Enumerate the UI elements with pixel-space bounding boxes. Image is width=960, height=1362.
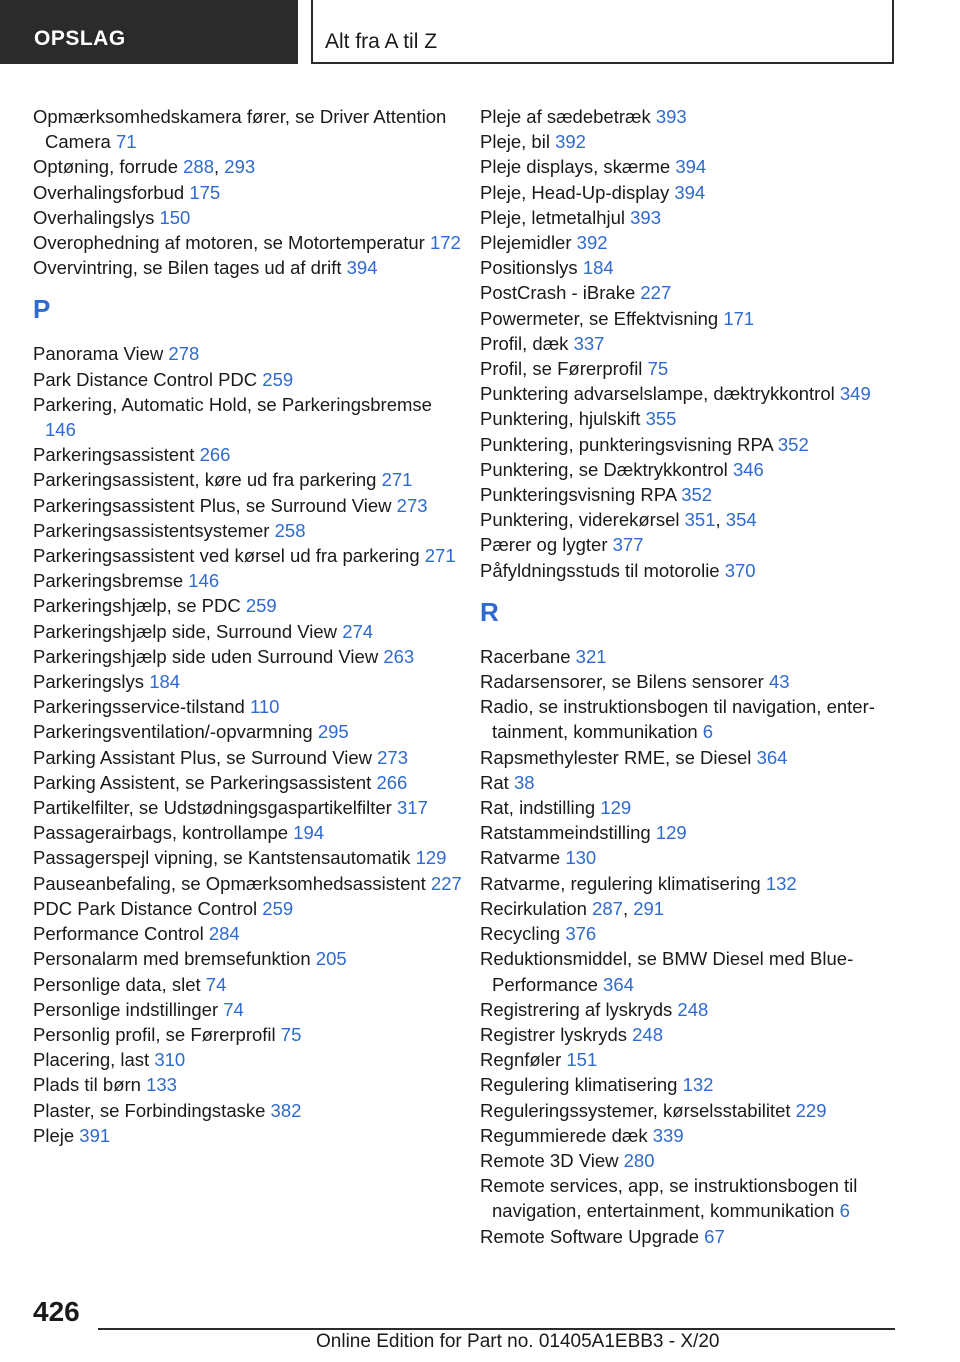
index-entry xyxy=(480,1072,910,1097)
index-entry: Recirkulation 287, 291 xyxy=(480,897,665,919)
page-reference-link[interactable]: 394 xyxy=(346,257,378,279)
page-reference-link[interactable]: 146 xyxy=(45,419,76,441)
index-entry xyxy=(480,795,910,820)
index-entry xyxy=(480,457,910,482)
index-entry: Optøning, forrude 288, 293 xyxy=(33,156,256,178)
index-entry-text: Positionslys xyxy=(480,257,578,279)
index-entry xyxy=(480,331,910,356)
index-letter-heading: R xyxy=(480,596,499,627)
page-reference-link[interactable]: 351 xyxy=(684,509,716,531)
page-reference-link[interactable]: 74 xyxy=(205,973,227,995)
index-entry xyxy=(480,921,910,946)
index-entry-text: Parkeringshjælp, se PDC xyxy=(33,595,241,617)
page-reference-link[interactable]: 75 xyxy=(280,1023,302,1045)
index-entry-text: PostCrash - iBrake xyxy=(480,282,636,304)
index-entry xyxy=(33,1022,463,1047)
page-reference-link[interactable]: 288 xyxy=(183,156,215,178)
page-reference-link[interactable]: 346 xyxy=(732,458,764,480)
page-reference-link[interactable]: 6 xyxy=(839,1200,850,1222)
index-entry xyxy=(33,1123,463,1148)
index-entry-text: Parkeringsbremse xyxy=(33,570,184,592)
index-entry-text: Parkeringsventilation/-opvarmning xyxy=(33,721,313,743)
index-entry-text: Racerbane xyxy=(480,645,571,667)
index-entry-text: Opmærksomhedskamera fører, se Driver Attention Camera xyxy=(33,106,447,153)
page-reference-link[interactable]: 146 xyxy=(188,570,220,592)
index-entry xyxy=(480,406,910,431)
index-entry-text: Parkeringslys xyxy=(33,671,145,693)
page-reference-link[interactable]: 278 xyxy=(168,343,200,365)
index-entry-text: Powermeter, se Effektvisning xyxy=(480,307,719,329)
index-entry xyxy=(33,367,463,392)
index-entry-text: Overvintring, se Bilen tages ud af drift xyxy=(33,257,342,279)
index-entry xyxy=(480,1022,910,1047)
index-entry-text: Pleje, Head-Up-display xyxy=(480,181,670,203)
page-reference-link[interactable]: 364 xyxy=(756,746,788,768)
index-entry-text: Ratstammeindstilling xyxy=(480,822,651,844)
page-reference-link[interactable]: 280 xyxy=(623,1149,655,1171)
index-entry xyxy=(480,997,910,1022)
index-entry-text: Rat, indstilling xyxy=(480,797,596,819)
page-reference-link[interactable]: 129 xyxy=(600,797,632,819)
page-reference-link[interactable]: 67 xyxy=(704,1225,725,1247)
section-tab[interactable] xyxy=(0,0,298,64)
page-reference-link[interactable]: 339 xyxy=(652,1124,684,1146)
index-entry-text: Parkeringsassistentsystemer xyxy=(33,519,270,541)
page-reference-link[interactable]: 133 xyxy=(146,1074,177,1096)
index-entry xyxy=(480,845,910,870)
index-entry xyxy=(480,104,910,129)
index-entry xyxy=(480,180,910,205)
index-entry-text: Punktering advarselslampe, dæktrykkontrol xyxy=(480,383,835,405)
index-entry-text: Reguleringssystemer, kørselsstabilitet xyxy=(480,1099,791,1121)
index-entry-text: Ratvarme xyxy=(480,847,561,869)
index-entry xyxy=(480,205,910,230)
index-entry xyxy=(480,946,910,996)
page-reference-link[interactable]: 310 xyxy=(154,1049,186,1071)
page-reference-link[interactable]: 74 xyxy=(223,998,244,1020)
index-entry xyxy=(33,180,463,205)
index-entry xyxy=(480,129,910,154)
index-entry-text: Recirkulation xyxy=(480,897,587,919)
index-entry-text: Punktering, viderekørsel xyxy=(480,509,680,531)
index-entry-text: Remote Software Upgrade xyxy=(480,1225,700,1247)
page-reference-link[interactable]: 132 xyxy=(765,872,797,894)
page-reference-link[interactable]: 354 xyxy=(725,509,757,531)
index-entry-text: Pleje xyxy=(33,1124,75,1146)
page-reference-link[interactable]: 150 xyxy=(159,206,191,228)
page-reference-link[interactable]: 352 xyxy=(777,433,809,455)
index-entry xyxy=(480,770,910,795)
index-entry xyxy=(33,896,463,921)
index-entry xyxy=(33,493,463,518)
index-entry xyxy=(33,543,463,568)
index-entry xyxy=(480,1173,910,1223)
index-entry xyxy=(480,694,910,744)
page-reference-link[interactable]: 205 xyxy=(315,948,347,970)
page-number: 426 xyxy=(33,1296,80,1327)
index-entry xyxy=(480,356,910,381)
index-entry xyxy=(33,518,463,543)
index-entry xyxy=(480,1123,910,1148)
index-entry-text: Park Distance Control PDC xyxy=(33,368,258,390)
page-reference-link[interactable]: 259 xyxy=(262,897,294,919)
index-entry-text: Parking Assistent, se Parkeringsassistent xyxy=(33,771,372,793)
page-reference-link[interactable]: 377 xyxy=(612,534,644,556)
index-entry-text: Performance Control xyxy=(33,923,204,945)
index-entry-text: Parkeringsassistent, køre ud fra parkering xyxy=(33,469,377,491)
page-reference-link[interactable]: 349 xyxy=(839,383,871,405)
page-reference-link[interactable]: 370 xyxy=(724,559,756,581)
index-entry xyxy=(33,845,463,870)
index-entry-text: Regnføler xyxy=(480,1049,562,1071)
page-reference-link[interactable]: 382 xyxy=(270,1099,302,1121)
index-entry xyxy=(33,921,463,946)
index-entry-text: Radio, se instruktionsbogen til navigation, entertainment, kommunikation xyxy=(480,696,875,743)
index-entry-text: Parkeringsservice-tilstand xyxy=(33,696,245,718)
index-column-left xyxy=(33,104,463,1148)
index-entry-text: Recycling xyxy=(480,923,561,945)
index-entry xyxy=(33,871,463,896)
page-reference-link[interactable]: 171 xyxy=(723,307,755,329)
index-entry xyxy=(33,997,463,1022)
page-reference-link[interactable]: 229 xyxy=(795,1099,827,1121)
index-entry-text: Reduktionsmiddel, se BMW Diesel med BluePerformance xyxy=(480,948,854,995)
page-header xyxy=(0,0,960,66)
index-entry xyxy=(480,820,910,845)
index-entry-text: Regummierede dæk xyxy=(480,1124,648,1146)
index-entry xyxy=(480,230,910,255)
chapter-title xyxy=(311,0,894,64)
index-entry-text: Personalarm med bremsefunktion xyxy=(33,948,311,970)
index-entry xyxy=(33,104,463,154)
index-entry-text: Profil, se Førerprofil xyxy=(480,358,643,380)
index-entry xyxy=(33,442,463,467)
page-reference-link[interactable]: 355 xyxy=(645,408,677,430)
index-entry-text: Plaster, se Forbindingstaske xyxy=(33,1099,266,1121)
index-entry xyxy=(480,745,910,770)
page-reference-link[interactable]: 394 xyxy=(674,181,706,203)
index-entry xyxy=(33,593,463,618)
page-reference-link[interactable]: 271 xyxy=(424,545,456,567)
page-reference-link[interactable]: 110 xyxy=(249,696,280,718)
index-entry-text: Pærer og lygter xyxy=(480,534,608,556)
index-entry-text: Personlig profil, se Førerprofil xyxy=(33,1023,276,1045)
index-entry-text: Parkeringshjælp side uden Surround View xyxy=(33,645,379,667)
page-reference-link[interactable]: 271 xyxy=(381,469,413,491)
page-reference-link[interactable]: 393 xyxy=(630,206,662,228)
index-entry xyxy=(33,745,463,770)
index-entry xyxy=(480,432,910,457)
index-entry-text: Panorama View xyxy=(33,343,164,365)
page-reference-link[interactable]: 248 xyxy=(632,1023,664,1045)
index-entry xyxy=(33,1098,463,1123)
page-reference-link[interactable]: 194 xyxy=(293,822,325,844)
page-reference-link[interactable]: 172 xyxy=(429,232,461,254)
index-entry-text: Remote services, app, se instruktionsbogen til navigation, entertainment, kommunikation xyxy=(480,1175,858,1222)
page-reference-link[interactable]: 129 xyxy=(415,847,447,869)
page-reference-link[interactable]: 263 xyxy=(383,645,415,667)
page-reference-link[interactable]: 248 xyxy=(677,998,709,1020)
index-entry-text: Punktering, se Dæktrykkontrol xyxy=(480,458,728,480)
index-entry xyxy=(480,154,910,179)
index-entry-text: Rat xyxy=(480,771,509,793)
index-entry xyxy=(480,1224,910,1249)
index-entry xyxy=(33,467,463,492)
index-entry xyxy=(480,1098,910,1123)
index-entry-text: Overhalingsforbud xyxy=(33,181,185,203)
index-entry-text: Personlige data, slet xyxy=(33,973,201,995)
index-entry-text: Plads til børn xyxy=(33,1074,141,1096)
index-entry xyxy=(480,280,910,305)
index-entry-text: Pleje af sædebetræk xyxy=(480,106,651,127)
index-entry-text: Parkeringsassistent Plus, se Surround View xyxy=(33,494,392,516)
index-entry xyxy=(480,255,910,280)
index-entry xyxy=(480,381,910,406)
page-reference-link[interactable]: 287 xyxy=(592,897,623,919)
index-entry-text: Overophedning af motoren, se Motortemperatur xyxy=(33,232,425,254)
page-reference-link[interactable]: 391 xyxy=(79,1124,111,1146)
section-tab-label: OPSLAG xyxy=(34,27,126,50)
index-entry xyxy=(33,1047,463,1072)
page-reference-link[interactable]: 259 xyxy=(245,595,277,617)
page-reference-link[interactable]: 284 xyxy=(208,923,240,945)
index-entry: Punktering, viderekørsel 351, 354 xyxy=(480,509,757,531)
index-entry-text: Pleje, letmetalhjul xyxy=(480,206,625,228)
index-entry xyxy=(33,719,463,744)
index-entry xyxy=(480,558,910,583)
page-reference-link[interactable]: 293 xyxy=(224,156,256,178)
index-entry-text: Registrering af lyskryds xyxy=(480,998,673,1020)
page-reference-link[interactable]: 266 xyxy=(199,444,231,466)
index-entry xyxy=(33,972,463,997)
index-entry-text: Punkteringsvisning RPA xyxy=(480,484,677,506)
index-entry xyxy=(480,482,910,507)
page-reference-link[interactable]: 184 xyxy=(582,257,614,279)
page-reference-link[interactable]: 175 xyxy=(189,181,221,203)
index-entry-text: Pleje, bil xyxy=(480,131,550,153)
page-reference-link[interactable]: 273 xyxy=(377,746,409,768)
page-reference-link[interactable]: 129 xyxy=(655,822,687,844)
index-letter-heading: P xyxy=(33,294,51,325)
index-entry xyxy=(33,820,463,845)
page-reference-link[interactable]: 151 xyxy=(566,1049,598,1071)
page-reference-link[interactable]: 227 xyxy=(640,282,672,304)
chapter-title-label: Alt fra A til Z xyxy=(325,30,438,53)
index-entry-text: Radarsensorer, se Bilens sensorer xyxy=(480,671,764,693)
index-entry-text: Parkering, Automatic Hold, se Parkeringsbremse xyxy=(33,393,432,415)
page-reference-link[interactable]: 130 xyxy=(565,847,597,869)
page-reference-link[interactable]: 71 xyxy=(115,131,137,153)
index-entry-text: Passagerspejl vipning, se Kantstensautomatik xyxy=(33,847,411,869)
index-entry xyxy=(33,946,463,971)
index-entry xyxy=(480,1148,910,1173)
page-reference-link[interactable]: 291 xyxy=(633,897,665,919)
index-entry xyxy=(33,392,463,442)
page-reference-link[interactable]: 317 xyxy=(397,797,428,819)
index-entry xyxy=(33,644,463,669)
page-reference-link[interactable]: 352 xyxy=(681,484,713,506)
index-entry-text: Parkeringsassistent xyxy=(33,444,195,466)
index-entry xyxy=(480,669,910,694)
index-entry xyxy=(33,568,463,593)
page-reference-link[interactable]: 392 xyxy=(576,232,608,254)
page-reference-link[interactable]: 266 xyxy=(376,771,408,793)
index-entry xyxy=(33,795,463,820)
index-entry xyxy=(33,669,463,694)
index-entry-text: Parkeringsassistent ved kørsel ud fra parkering xyxy=(33,545,420,567)
index-entry-text: Pauseanbefaling, se Opmærksomhedsassistent xyxy=(33,872,426,894)
page-reference-link[interactable]: 132 xyxy=(682,1074,714,1096)
index-entry-text: Påfyldningsstuds til motorolie xyxy=(480,559,720,581)
page-reference-link[interactable]: 38 xyxy=(513,771,535,793)
footer-divider xyxy=(98,1328,895,1330)
index-entry xyxy=(33,205,463,230)
index-entry xyxy=(480,306,910,331)
page-reference-link[interactable]: 337 xyxy=(573,332,605,354)
index-entry xyxy=(33,694,463,719)
index-entry-text: Pleje displays, skærme xyxy=(480,156,671,178)
page-reference-link[interactable]: 6 xyxy=(702,721,714,743)
index-entry xyxy=(33,1072,463,1097)
page-reference-link[interactable]: 258 xyxy=(274,519,306,541)
page-reference-link[interactable]: 394 xyxy=(675,156,707,178)
index-entry-text: Punktering, punkteringsvisning RPA xyxy=(480,433,773,455)
page-reference-link[interactable]: 364 xyxy=(603,973,634,995)
index-entry xyxy=(480,1047,910,1072)
index-entry-text: Parkeringshjælp side, Surround View xyxy=(33,620,338,642)
index-entry-text: Passagerairbags, kontrollampe xyxy=(33,822,289,844)
page-reference-link[interactable]: 273 xyxy=(396,494,428,516)
index-entry-text: Punktering, hjulskift xyxy=(480,408,641,430)
page-reference-link[interactable]: 392 xyxy=(555,131,586,153)
page-reference-link[interactable]: 184 xyxy=(149,671,181,693)
index-entry-text: Ratvarme, regulering klimatisering xyxy=(480,872,761,894)
index-entry xyxy=(33,341,463,366)
index-entry-text: Personlige indstillinger xyxy=(33,998,219,1020)
page-reference-link[interactable]: 274 xyxy=(342,620,374,642)
page-reference-link[interactable]: 259 xyxy=(262,368,294,390)
index-entry-text: Profil, dæk xyxy=(480,332,569,354)
page-reference-link[interactable]: 376 xyxy=(565,923,597,945)
index-entry-text: PDC Park Distance Control xyxy=(33,897,258,919)
page-reference-link[interactable]: 75 xyxy=(647,358,669,380)
index-entry xyxy=(480,871,910,896)
index-entry xyxy=(33,770,463,795)
index-entry-text: Remote 3D View xyxy=(480,1149,619,1171)
index-entry-text: Registrer lyskryds xyxy=(480,1023,627,1045)
footer-edition-text: Online Edition for Part no. 01405A1EBB3 - X/20 xyxy=(316,1331,720,1352)
page-reference-link[interactable]: 393 xyxy=(655,106,687,127)
index-entry-text: Regulering klimatisering xyxy=(480,1074,678,1096)
index-entry-text: Optøning, forrude xyxy=(33,156,178,178)
index-entry xyxy=(33,619,463,644)
page-reference-link[interactable]: 321 xyxy=(575,645,607,667)
page-reference-link[interactable]: 295 xyxy=(317,721,349,743)
index-entry-text: Plejemidler xyxy=(480,232,572,254)
index-entry xyxy=(480,644,910,669)
page-reference-link[interactable]: 43 xyxy=(768,671,790,693)
index-entry xyxy=(33,230,463,255)
index-entry xyxy=(33,255,463,280)
index-entry-text: Partikelfilter, se Udstødningsgaspartikelfilter xyxy=(33,797,392,819)
page-reference-link[interactable]: 227 xyxy=(430,872,462,894)
index-entry-text: Parking Assistant Plus, se Surround View xyxy=(33,746,372,768)
index-entry xyxy=(480,532,910,557)
index-column-right xyxy=(480,104,910,1249)
index-entry-text: Rapsmethylester RME, se Diesel xyxy=(480,746,752,768)
index-entry-text: Placering, last xyxy=(33,1049,150,1071)
index-entry-text: Overhalingslys xyxy=(33,206,155,228)
